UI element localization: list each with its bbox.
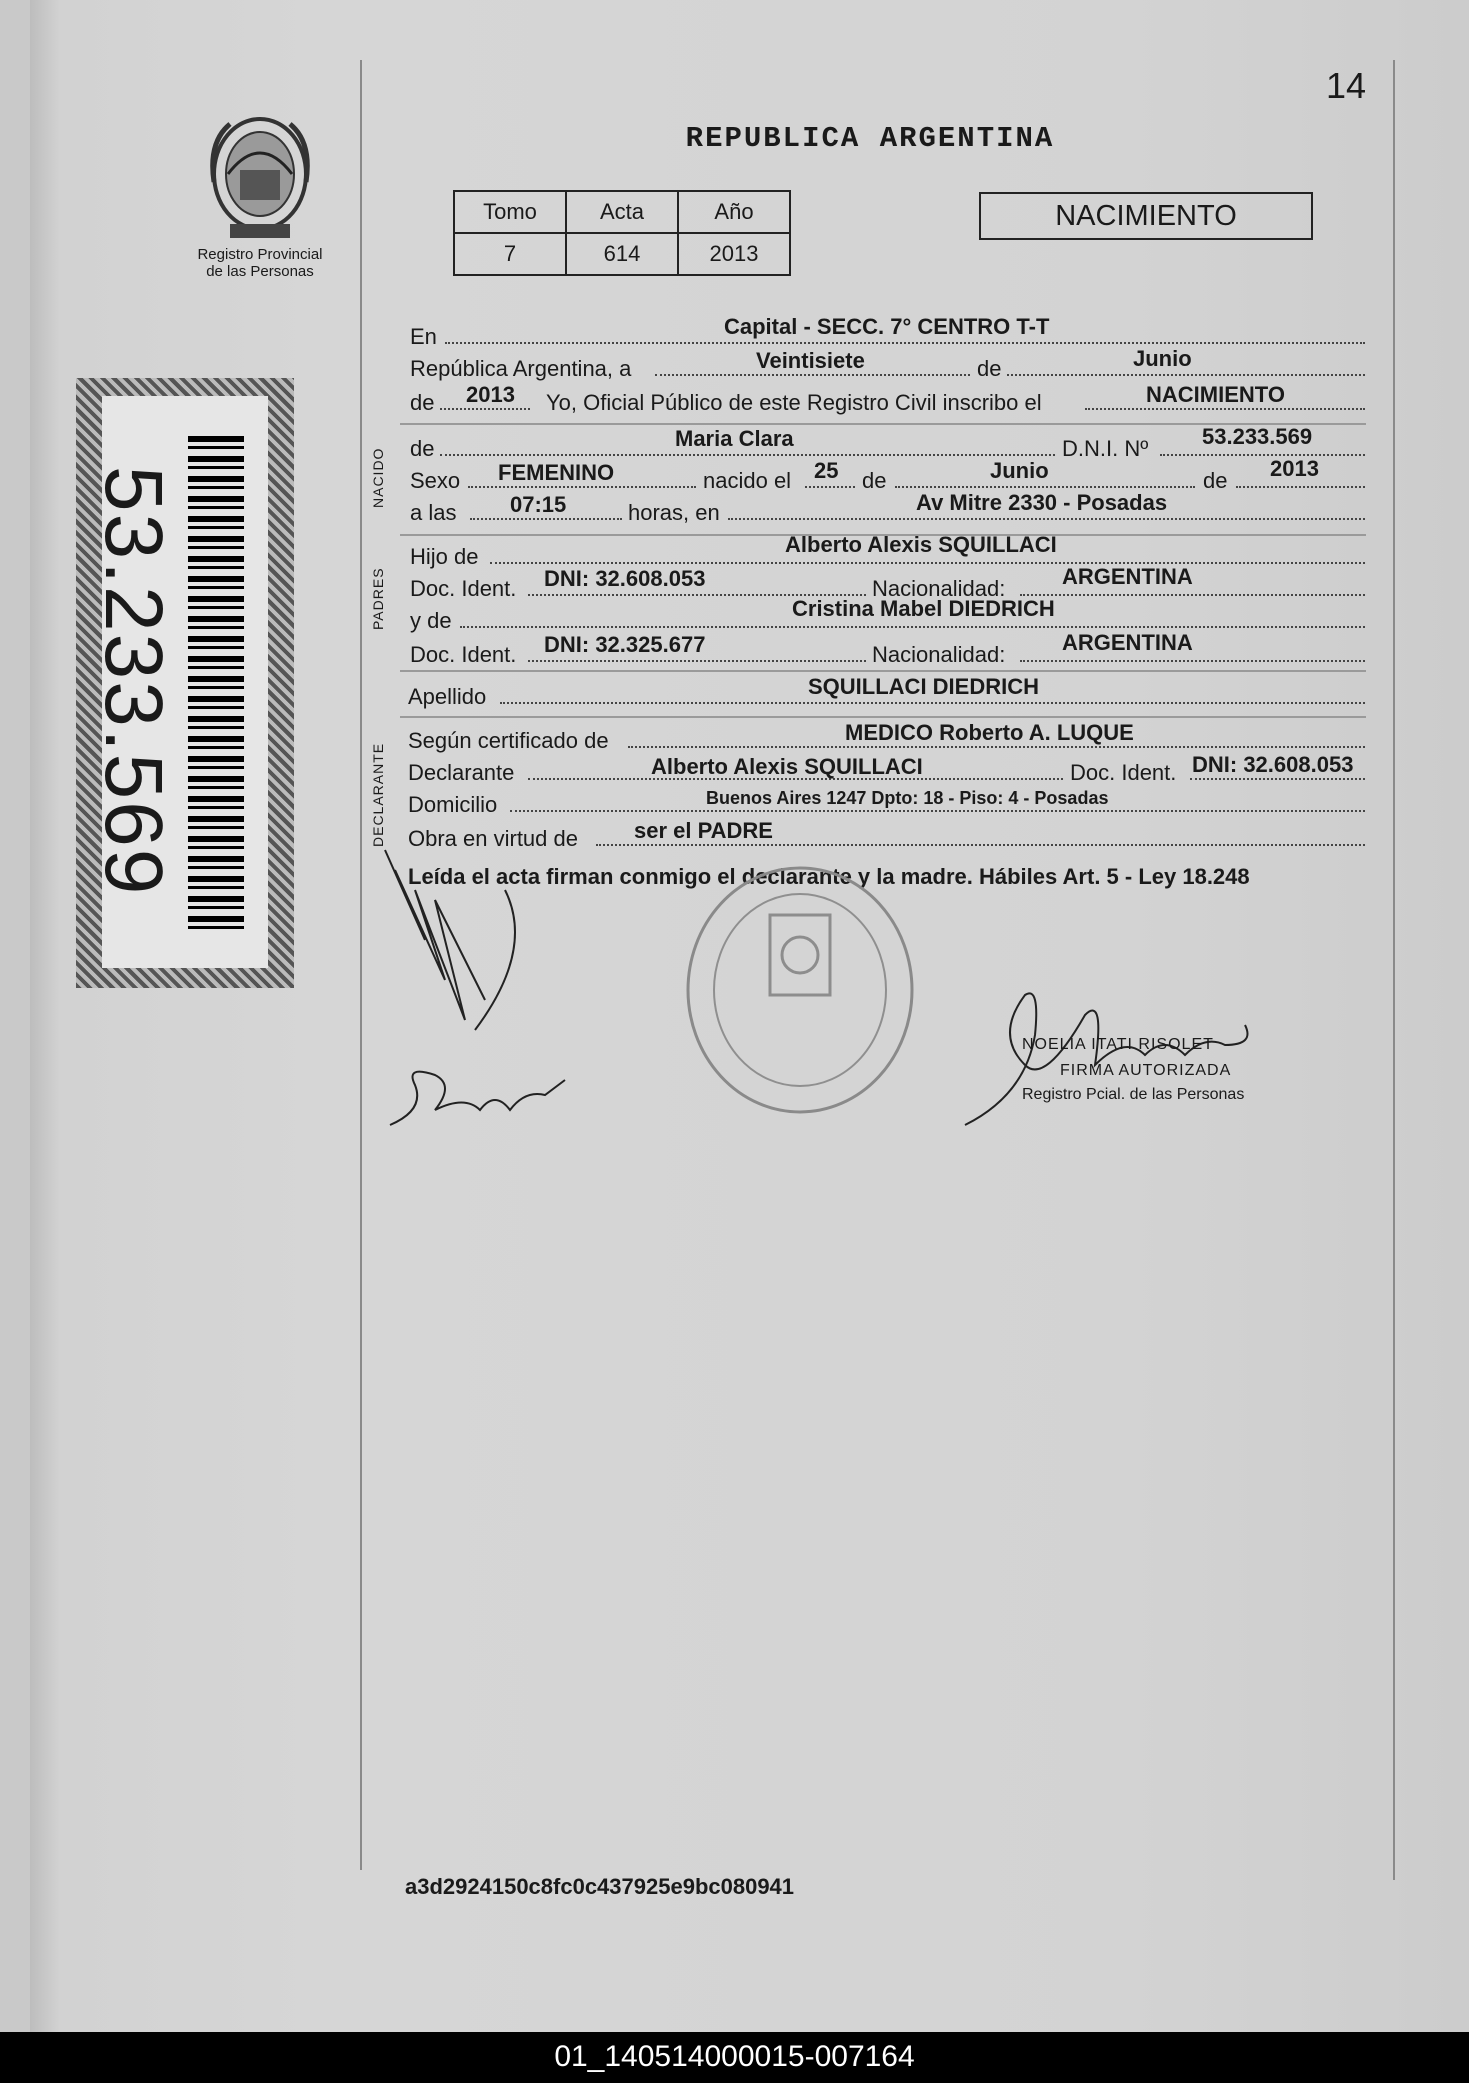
dots-mother-nationality [1020, 660, 1365, 662]
page-number: 14 [1326, 65, 1367, 106]
value-tomo: 7 [454, 233, 566, 275]
official-registry: Registro Pcial. de las Personas [1022, 1086, 1245, 1103]
registry-table [453, 190, 791, 276]
label-doc-ident-mother: Doc. Ident. [410, 642, 517, 667]
dots-birth-time [470, 518, 622, 520]
child-name: Maria Clara [675, 426, 794, 451]
header-tomo: Tomo [454, 191, 566, 233]
dots-year [440, 408, 530, 410]
act-place: Capital - SECC. 7° CENTRO T-T [724, 314, 1050, 339]
dots-child-name [440, 454, 1055, 456]
mother-doc: DNI: 32.325.677 [544, 632, 706, 657]
dots-day [655, 374, 970, 376]
dots-surname [500, 702, 1365, 704]
dots-month [1007, 374, 1365, 376]
dots-birth-place [728, 518, 1365, 520]
section-label-nacido: NACIDO [370, 447, 386, 508]
label-a-las: a las [410, 500, 457, 525]
dots-record [1085, 408, 1365, 410]
label-de-birth-month: de [862, 468, 887, 493]
separator-3 [400, 670, 1366, 672]
label-segun-certificado: Según certificado de [408, 728, 609, 753]
label-apellido: Apellido [408, 684, 487, 709]
child-birth-place: Av Mitre 2330 - Posadas [916, 490, 1168, 515]
declarant-address: Buenos Aires 1247 Dpto: 18 - Piso: 4 - Posadas [706, 788, 1109, 808]
dots-capacity [596, 844, 1365, 846]
dots-sex [468, 486, 696, 488]
official-signature [955, 975, 1295, 1135]
label-horas-en: horas, en [628, 500, 720, 525]
act-year: 2013 [466, 382, 515, 407]
father-doc: DNI: 32.608.053 [544, 566, 706, 591]
dots-mother-name [460, 626, 1365, 628]
record-type-box: NACIMIENTO [979, 192, 1313, 240]
mother-signature [385, 1055, 570, 1135]
dots-declarant-doc [1190, 778, 1365, 780]
dots-en [445, 342, 1365, 344]
registry-label [170, 246, 350, 280]
province-crest-icon [200, 112, 320, 247]
declarant-capacity: ser el PADRE [634, 818, 773, 843]
scan-id: 01_140514000015-007164 [554, 2040, 915, 2073]
label-de-child: de [410, 436, 435, 461]
dots-birth-year [1236, 486, 1365, 488]
child-birth-day: 25 [814, 458, 839, 483]
closing-statement: Leída el acta firman conmigo el declarante y la madre. Hábiles Art. 5 - Ley 18.248 [408, 864, 1250, 889]
label-nationality-father: Nacionalidad: [872, 576, 1006, 601]
barcode-bars [188, 436, 244, 936]
header-acta: Acta [566, 191, 678, 233]
section-label-declarante: DECLARANTE [370, 742, 386, 847]
registry-label-line2: de las Personas [206, 263, 314, 280]
label-nationality-mother: Nacionalidad: [872, 642, 1006, 667]
value-ano: 2013 [678, 233, 790, 275]
header-ano: Año [678, 191, 790, 233]
father-name: Alberto Alexis SQUILLACI [785, 532, 1057, 557]
label-sexo: Sexo [410, 468, 461, 493]
section-label-padres: PADRES [370, 567, 386, 630]
declarant-signature [365, 830, 535, 1040]
act-month: Junio [1133, 346, 1192, 371]
act-day-words: Veintisiete [756, 348, 865, 373]
label-de-birth-year: de [1203, 468, 1228, 493]
label-dni: D.N.I. Nº [1062, 436, 1149, 461]
registry-label-line1: Registro Provincial [197, 246, 323, 263]
child-birth-time: 07:15 [510, 492, 567, 517]
father-nationality: ARGENTINA [1062, 564, 1193, 589]
label-en: En [410, 324, 437, 349]
declarant-certificate: MEDICO Roberto A. LUQUE [845, 720, 1134, 745]
barcode-frame [76, 378, 294, 988]
dots-child-dni [1160, 454, 1365, 456]
label-doc-ident-father: Doc. Ident. [410, 576, 517, 601]
act-record-type: NACIMIENTO [1146, 382, 1285, 407]
registry-table-value-row [454, 233, 790, 275]
document-hash: a3d2924150c8fc0c437925e9bc080941 [405, 1874, 795, 1899]
official-name: NOELIA ITATI RISOLET [1022, 1036, 1214, 1053]
child-sex: FEMENINO [498, 460, 615, 485]
value-acta: 614 [566, 233, 678, 275]
child-surname: SQUILLACI DIEDRICH [808, 674, 1039, 699]
label-nacido-el: nacido el [703, 468, 792, 493]
label-y-de: y de [410, 608, 452, 633]
label-doc-ident-declarant: Doc. Ident. [1070, 760, 1177, 785]
label-domicilio: Domicilio [408, 792, 498, 817]
barcode-panel [88, 396, 268, 968]
dots-birth-day [805, 486, 855, 488]
dots-certificate [628, 746, 1365, 748]
label-de-month: de [977, 356, 1002, 381]
barcode-number: 53.233.569 [88, 465, 179, 897]
dots-father-name [490, 562, 1365, 564]
right-margin-rule [1393, 60, 1395, 1880]
label-de-year: de [410, 390, 435, 415]
child-dni: 53.233.569 [1202, 424, 1313, 449]
dots-mother-doc [528, 660, 866, 662]
registry-stamp-icon [670, 860, 930, 1120]
child-birth-month: Junio [990, 458, 1049, 483]
label-declarante: Declarante [408, 760, 515, 785]
dots-address [510, 810, 1365, 812]
dots-birth-month [895, 486, 1195, 488]
dots-father-nationality [1020, 594, 1365, 596]
document-title: REPUBLICA ARGENTINA [685, 122, 1055, 155]
label-yo-oficial: Yo, Oficial Público de este Registro Civil inscribo el [546, 390, 1042, 415]
official-title: FIRMA AUTORIZADA [1060, 1062, 1232, 1079]
label-obra-en-virtud: Obra en virtud de [408, 826, 578, 851]
separator-4 [400, 716, 1366, 718]
mother-nationality: ARGENTINA [1062, 630, 1193, 655]
registry-table-header-row [454, 191, 790, 233]
left-margin-rule [360, 60, 362, 1870]
label-republica-a: República Argentina, a [410, 356, 632, 381]
child-birth-year: 2013 [1270, 456, 1319, 481]
declarant-doc: DNI: 32.608.053 [1192, 752, 1354, 777]
declarant-name: Alberto Alexis SQUILLACI [651, 754, 923, 779]
label-hijo-de: Hijo de [410, 544, 479, 569]
mother-name: Cristina Mabel DIEDRICH [792, 596, 1055, 621]
